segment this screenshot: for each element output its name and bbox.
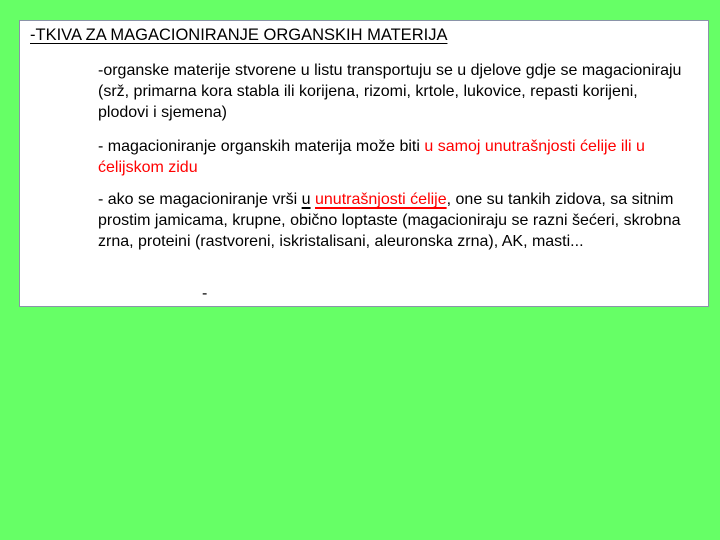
highlighted-text: u samoj unutrašnjosti ćelije ili u ćelijskom zidu — [98, 138, 645, 176]
paragraph-storage-locations: -organske materije stvorene u listu transportuju se u djelove gdje se magacioniraju (srž, primarna kora stabla ili korijena, rizomi, krtole, lukovice, repasti korijeni, plodovi i sjemena) — [98, 62, 682, 121]
slide-content-box — [19, 20, 709, 307]
slide-title: -TKIVA ZA MAGACIONIRANJE ORGANSKIH MATERIJA — [30, 26, 448, 44]
paragraph-lead-text: - ako se magacioniranje vrši — [98, 191, 302, 208]
paragraph-storage-sites — [98, 136, 688, 178]
paragraph-lead-text: - magacioniranje organskih materija može biti — [98, 138, 425, 155]
paragraph-rest-text: , one su tankih zidova, sa sitnim prostim jamicama, krupne, obično loptaste (magacioniraju se razni šećeri, skrobna zrna, proteini (rastvoreni, iskristalisani, aleuronska zrna), AK, masti... — [98, 191, 681, 250]
highlighted-underlined-text: unutrašnjosti ćelije — [315, 191, 447, 208]
paragraph-inner-storage — [98, 189, 688, 252]
bullet-dash: - — [202, 285, 208, 302]
underlined-text: u — [301, 191, 311, 208]
